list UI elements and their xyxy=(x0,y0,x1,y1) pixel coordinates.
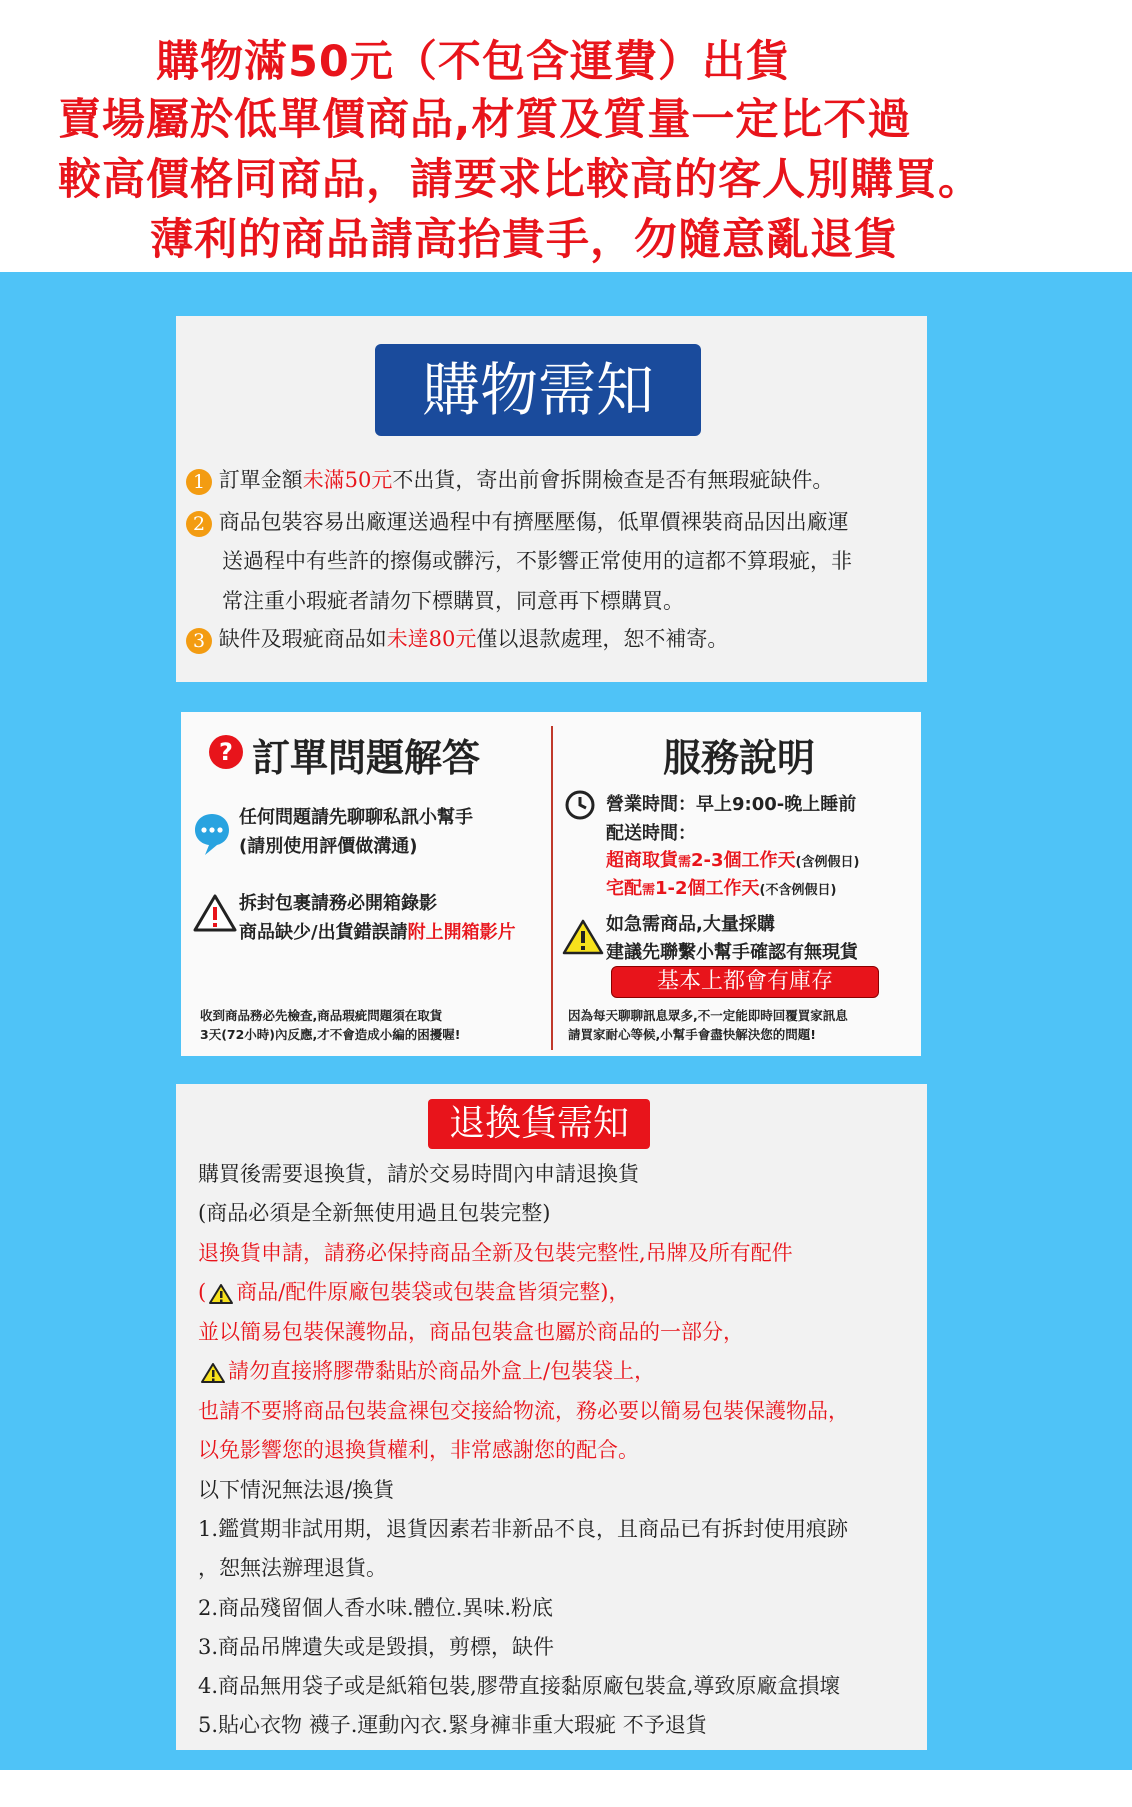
warning-icon xyxy=(193,893,237,933)
header-line-2: 賣場屬於低單價商品,材質及質量一定比不過 xyxy=(58,95,912,145)
returns-line-11: ，恕無法辦理退貨。 xyxy=(198,1556,387,1580)
returns-line-3: 退換貨申請，請務必保持商品全新及包裝完整性,吊牌及所有配件 xyxy=(198,1241,793,1265)
service-title: 服務說明 xyxy=(663,736,816,780)
faq-chat-line-1: 任何問題請先聊聊私訊小幫手 xyxy=(239,807,473,828)
returns-line-9: 以下情況無法退/換貨 xyxy=(198,1478,395,1502)
bulk-order-line-1: 如急需商品,大量採購 xyxy=(606,914,775,935)
faq-unbox-line-1: 拆封包裹請務必開箱錄影 xyxy=(239,893,437,914)
service-footer-line-1: 因為每天聊聊訊息眾多,不一定能即時回覆買家訊息 xyxy=(568,1008,848,1023)
column-divider xyxy=(551,726,553,1050)
header-line-4: 薄利的商品請高抬貴手，勿隨意亂退貨 xyxy=(150,215,898,265)
returns-line-13: 3.商品吊牌遺失或是毀損，剪標，缺件 xyxy=(198,1635,555,1659)
svg-text:?: ? xyxy=(219,738,233,766)
notice-item-2: 2 商品包裝容易出廠運送過程中有擠壓壓傷，低單價裸裝商品因出廠運 xyxy=(186,506,849,537)
delivery-store-pickup: 超商取貨需2-3個工作天(含例假日) xyxy=(606,850,860,871)
returns-line-10: 1.鑑賞期非試用期，退貨因素若非新品不良，且商品已有拆封使用痕跡 xyxy=(198,1517,849,1541)
number-badge-1: 1 xyxy=(186,469,212,495)
notice-item-2-line-3: 常注重小瑕疵者請勿下標購買，同意再下標購買。 xyxy=(222,589,684,613)
returns-line-4: ( 商品/配件原廠包裝袋或包裝盒皆須完整)， xyxy=(198,1280,630,1304)
bulk-order-line-2: 建議先聯繫小幫手確認有無現貨 xyxy=(606,942,858,963)
returns-line-14: 4.商品無用袋子或是紙箱包裝,膠帶直接黏原廠包裝盒,導致原廠盒損壞 xyxy=(198,1674,841,1698)
header-line-1: 購物滿50元（不包含運費）出貨 xyxy=(156,37,790,87)
returns-line-12: 2.商品殘留個人香水味.體位.異味.粉底 xyxy=(198,1596,554,1620)
delivery-label: 配送時間： xyxy=(606,823,696,844)
chat-bubble-icon xyxy=(193,812,231,856)
warning-icon xyxy=(208,1283,234,1305)
returns-line-7: 也請不要將商品包裝盒裸包交接給物流，務必要以簡易包裝保護物品， xyxy=(198,1399,849,1423)
returns-line-1: 購買後需要退換貨，請於交易時間內申請退換貨 xyxy=(198,1162,639,1186)
question-icon xyxy=(208,734,244,770)
business-hours: 營業時間：早上9:00-晚上睡前 xyxy=(606,794,857,815)
returns-line-5: 並以簡易包裝保護物品，商品包裝盒也屬於商品的一部分， xyxy=(198,1320,744,1344)
number-badge-3: 3 xyxy=(186,628,212,654)
clock-icon xyxy=(564,789,596,821)
faq-unbox-line-2: 商品缺少/出貨錯誤請附上開箱影片 xyxy=(239,922,516,943)
min-order-amount: 未滿50元 xyxy=(302,468,393,492)
header-banner xyxy=(0,0,1132,272)
returns-line-2: (商品必須是全新無使用過且包裝完整) xyxy=(198,1201,551,1225)
caution-icon xyxy=(562,918,604,956)
unbox-video-note: 附上開箱影片 xyxy=(407,922,516,943)
returns-title: 退換貨需知 xyxy=(428,1099,650,1149)
stock-badge: 基本上都會有庫存 xyxy=(611,966,879,998)
faq-footer-line-2: 3天(72小時)內反應,才不會造成小編的困擾喔! xyxy=(200,1027,461,1042)
faq-chat-line-2: (請別使用評價做溝通) xyxy=(239,836,418,857)
notice-item-1: 1 訂單金額未滿50元不出貨，寄出前會拆開檢查是否有無瑕疵缺件。 xyxy=(186,464,833,495)
number-badge-2: 2 xyxy=(186,511,212,537)
faq-footer-line-1: 收到商品務必先檢查,商品瑕疵問題須在取貨 xyxy=(200,1008,443,1023)
header-line-3: 較高價格同商品，請要求比較高的客人別購買。 xyxy=(58,155,982,205)
returns-line-8: 以免影響您的退換貨權利，非常感謝您的配合。 xyxy=(198,1438,639,1462)
refund-threshold: 未達80元 xyxy=(386,627,477,651)
warning-icon xyxy=(200,1362,226,1384)
faq-title: 訂單問題解答 xyxy=(252,736,481,780)
shopping-notice-title: 購物需知 xyxy=(375,344,701,436)
notice-item-2-line-2: 送過程中有些許的擦傷或髒污，不影響正常使用的這都不算瑕疵，非 xyxy=(222,549,852,573)
returns-line-6: 請勿直接將膠帶黏貼於商品外盒上/包裝袋上， xyxy=(198,1355,655,1385)
notice-item-3: 3 缺件及瑕疵商品如未達80元僅以退款處理，恕不補寄。 xyxy=(186,623,728,654)
service-footer-line-2: 請買家耐心等候,小幫手會盡快解決您的問題! xyxy=(568,1027,816,1042)
returns-line-15: 5.貼心衣物 襪子.運動內衣.緊身褲非重大瑕疵 不予退貨 xyxy=(198,1713,707,1737)
delivery-home: 宅配需1-2個工作天(不含例假日) xyxy=(606,878,837,899)
